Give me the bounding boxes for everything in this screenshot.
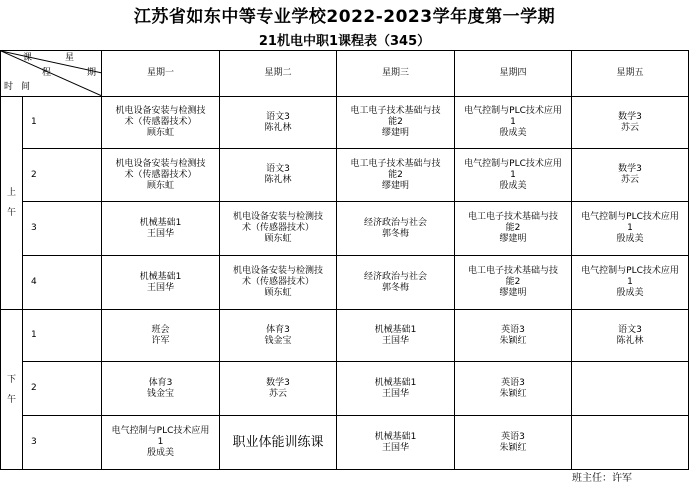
teacher-name: 顾东虹 (147, 128, 175, 138)
morning-session-label (1, 97, 23, 310)
course-name: 能2 (505, 223, 521, 233)
course-cell (102, 202, 220, 256)
course-cell (102, 362, 220, 416)
course-cell (337, 416, 455, 470)
course-name: 数学3 (266, 377, 290, 388)
teacher-name: 顾东虹 (264, 234, 292, 244)
course-name: 能2 (505, 277, 521, 287)
teacher-name: 苏云 (621, 175, 640, 185)
course-name: 职业体能训练课 (232, 435, 324, 450)
period-number: 1 (23, 310, 102, 362)
day-header-2: 星期二 (220, 51, 337, 97)
period-number: 2 (23, 362, 102, 416)
teacher-name: 顾东虹 (147, 180, 175, 191)
teacher-name: 缪建明 (382, 180, 410, 191)
period-row (1, 149, 689, 202)
course-cell (220, 416, 337, 470)
course-name: 电气控制与PLC技术应用 (464, 158, 562, 169)
period-row (1, 202, 689, 256)
course-name: 机械基础1 (374, 324, 417, 335)
day-header-5: 星期五 (572, 51, 689, 97)
page-subtitle: 21机电中职1课程表（345） (258, 34, 431, 49)
course-name: 数学3 (618, 111, 642, 122)
teacher-name: 朱颖红 (499, 388, 527, 399)
course-name: 班会 (151, 324, 170, 335)
course-name: 电气控制与PLC技术应用 (581, 266, 679, 276)
course-name: 机电设备安装与检测技 (233, 266, 324, 276)
afternoon-session-label (1, 310, 23, 470)
course-cell (572, 97, 689, 149)
course-name: 1 (627, 277, 633, 287)
page-title: 江苏省如东中等专业学校2022-2023学年度第一学期 (133, 7, 556, 27)
teacher-name: 许军 (151, 335, 170, 346)
corner-label-shi: 时 (4, 82, 14, 92)
course-name: 体育3 (148, 377, 173, 388)
course-cell (455, 149, 572, 202)
teacher-name: 陈礼林 (616, 335, 644, 346)
course-name: 1 (157, 437, 164, 447)
teacher-name: 殷成美 (499, 128, 527, 138)
teacher-name: 缪建明 (499, 234, 527, 244)
course-cell (102, 256, 220, 310)
course-name: 1 (510, 169, 516, 180)
period-number: 2 (23, 149, 102, 202)
teacher-name: 缪建明 (499, 288, 527, 298)
teacher-name: 苏云 (621, 122, 640, 133)
course-name: 电气控制与PLC技术应用 (581, 212, 679, 222)
teacher-name: 郭冬梅 (382, 282, 410, 293)
course-cell (220, 202, 337, 256)
course-name: 英语3 (501, 431, 525, 442)
period-number: 3 (23, 416, 102, 470)
period-row (1, 416, 689, 470)
teacher-name: 钱金宝 (147, 388, 175, 399)
teacher-name: 朱颖红 (499, 335, 527, 346)
course-cell (337, 256, 455, 310)
course-name: 体育3 (266, 324, 290, 335)
course-cell (455, 202, 572, 256)
course-name: 语文3 (618, 324, 642, 335)
teacher-name: 王国华 (382, 442, 410, 453)
day-header-1: 星期一 (102, 51, 220, 97)
course-name: 经济政治与社会 (364, 217, 428, 228)
course-name: 机电设备安装与检测技 (115, 106, 206, 116)
course-name: 术（传感器技术） (242, 277, 315, 287)
teacher-name: 朱颖红 (499, 442, 527, 453)
corner-label-cheng: 程 (42, 68, 52, 78)
afternoon-session-char: 下 (6, 374, 16, 385)
course-cell (455, 362, 572, 416)
teacher-name: 王国华 (382, 335, 410, 346)
course-cell (337, 97, 455, 149)
teacher-name: 陈礼林 (264, 122, 292, 133)
header-row (1, 51, 689, 97)
course-cell (572, 202, 689, 256)
course-name: 电工电子技术基础与技 (468, 266, 559, 276)
teacher-name: 王国华 (382, 388, 410, 399)
corner-label-ke: 课 (23, 53, 33, 63)
period-row (1, 362, 689, 416)
course-cell (572, 362, 689, 416)
teacher-name: 郭冬梅 (382, 228, 410, 239)
course-cell (572, 256, 689, 310)
course-cell (220, 362, 337, 416)
course-name: 1 (510, 117, 516, 127)
course-name: 术（传感器技术） (124, 117, 197, 127)
course-cell (102, 149, 220, 202)
teacher-name: 王国华 (147, 228, 175, 239)
period-row (1, 256, 689, 310)
teacher-name: 殷成美 (499, 180, 527, 191)
corner-label-qi: 期 (87, 68, 97, 78)
course-name: 机电设备安装与检测技 (115, 158, 206, 169)
course-cell (455, 256, 572, 310)
class-teacher-note: 班主任：许军 (572, 473, 632, 484)
teacher-name: 钱金宝 (264, 335, 292, 346)
teacher-name: 殷成美 (147, 448, 175, 458)
course-name: 电工电子技术基础与技 (468, 212, 559, 222)
course-cell (455, 97, 572, 149)
course-name: 语文3 (266, 164, 290, 174)
corner-label-jian: 间 (21, 82, 31, 92)
course-cell (220, 97, 337, 149)
course-cell (102, 310, 220, 362)
course-name: 机械基础1 (374, 431, 417, 442)
afternoon-session-char: 午 (6, 394, 16, 405)
course-name: 能2 (388, 169, 403, 180)
course-name: 电工电子技术基础与技 (350, 106, 441, 116)
day-header-3: 星期三 (337, 51, 455, 97)
morning-session-char: 上 (6, 188, 16, 198)
teacher-name: 陈礼林 (264, 175, 292, 185)
course-cell (337, 362, 455, 416)
course-name: 英语3 (501, 324, 525, 335)
period-number: 3 (23, 202, 102, 256)
course-cell (572, 149, 689, 202)
teacher-name: 殷成美 (616, 288, 644, 298)
teacher-name: 苏云 (269, 388, 288, 399)
course-name: 机电设备安装与检测技 (233, 212, 324, 222)
course-cell (220, 256, 337, 310)
course-name: 语文3 (266, 111, 290, 122)
course-cell (220, 310, 337, 362)
period-number: 1 (23, 97, 102, 149)
teacher-name: 顾东虹 (264, 288, 292, 298)
course-name: 电工电子技术基础与技 (350, 158, 441, 169)
timetable (0, 50, 689, 470)
course-name: 1 (627, 223, 633, 233)
course-name: 数学3 (618, 164, 642, 174)
course-name: 机械基础1 (139, 271, 182, 282)
course-cell (220, 149, 337, 202)
course-name: 能2 (388, 117, 403, 127)
course-cell (102, 416, 220, 470)
course-cell (337, 202, 455, 256)
teacher-name: 王国华 (147, 282, 175, 293)
course-cell (572, 310, 689, 362)
corner-label-xing: 星 (65, 53, 75, 63)
course-cell (572, 416, 689, 470)
course-cell (455, 310, 572, 362)
course-name: 机械基础1 (139, 217, 182, 228)
course-name: 术（传感器技术） (124, 169, 197, 180)
course-name: 英语3 (501, 377, 525, 388)
teacher-name: 缪建明 (382, 128, 410, 138)
teacher-name: 殷成美 (616, 234, 644, 244)
period-row (1, 310, 689, 362)
course-name: 经济政治与社会 (364, 271, 428, 282)
course-cell (455, 416, 572, 470)
period-number: 4 (23, 256, 102, 310)
corner-cell (1, 51, 102, 97)
course-cell (102, 97, 220, 149)
course-name: 电气控制与PLC技术应用 (464, 106, 562, 116)
course-name: 术（传感器技术） (242, 223, 315, 233)
period-row (1, 97, 689, 149)
course-cell (337, 149, 455, 202)
course-name: 电气控制与PLC技术应用 (111, 426, 210, 436)
day-header-4: 星期四 (455, 51, 572, 97)
course-cell (337, 310, 455, 362)
course-name: 机械基础1 (374, 377, 417, 388)
morning-session-char: 午 (6, 208, 16, 218)
